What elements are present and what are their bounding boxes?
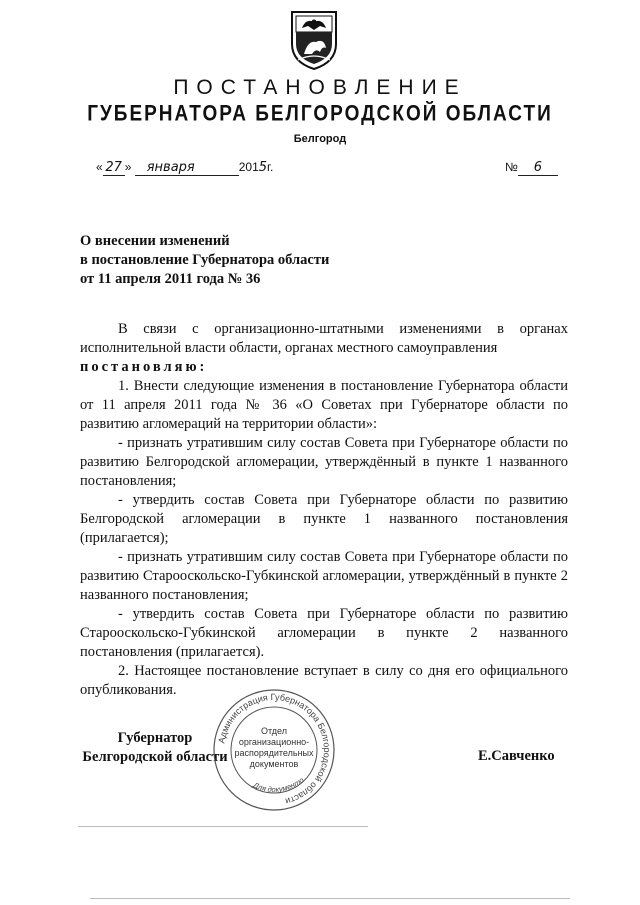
scan-artifact-line [90, 898, 570, 899]
date-year-suffix: г. [267, 160, 274, 174]
document-title: ПОСТАНОВЛЕНИЕ [173, 76, 467, 99]
scan-artifact-line [78, 826, 368, 827]
document-number [505, 160, 558, 176]
subject-line: О внесении изменений [80, 233, 230, 249]
bullet-paragraph: - утвердить состав Совета при Губернаторе области по развитию Белгородской агломерации в пункте 1 названного постановления (прилагается); [80, 492, 568, 546]
bullet-paragraph: - признать утратившим силу состав Совета при Губернаторе области по развитию Старооскольско-Губкинской агломерации, утверждённый в пункте 2 названного постановления; [80, 549, 568, 603]
stamp-center-line: документов [249, 759, 299, 769]
stamp-bottom-text: Для документо [251, 775, 306, 795]
subject-line: от 11 апреля 2011 года № 36 [80, 271, 261, 287]
signatory-title-line: Губернатор [117, 730, 193, 746]
date-month: января [135, 160, 239, 176]
number-value: 6 [518, 160, 558, 176]
item-1-paragraph: 1. Внести следующие изменения в постановление Губернатора области от 11 апреля 2011 года № 36 «О Советах при Губернаторе области по развитию агломераций на территории области»: [80, 378, 568, 432]
stamp-center-line: организационно- [238, 737, 310, 747]
stamp-center-line: распорядительных [234, 748, 314, 758]
bullet-paragraph: - утвердить состав Совета при Губернаторе области по развитию Старооскольско-Губкинской агломерации в пункте 2 названного постановления (прилагается). [80, 606, 568, 660]
bullet-paragraph: - признать утратившим силу состав Совета при Губернаторе области по развитию Белгородской агломерации, утверждённый в пункте 1 названного постановления; [80, 435, 568, 489]
document-issuer: ГУБЕРНАТОРА БЕЛГОРОДСКОЙ ОБЛАСТИ [87, 102, 553, 127]
date-quote-close: » [124, 160, 132, 174]
signatory-title [80, 729, 230, 767]
stamp-center-text [232, 726, 316, 770]
date-year-digit: 5 [258, 160, 268, 175]
date-quote-open: « [96, 160, 103, 174]
number-label: № [505, 160, 518, 174]
document-body [80, 320, 568, 700]
subject-line: в постановление Губернатора области [80, 252, 330, 268]
coat-of-arms-icon [288, 8, 340, 72]
document-subject [80, 232, 329, 289]
signatory-title-line: Белгородской области [82, 749, 228, 765]
stamp-ring-text: Администрация Губернатора Белгородской области [216, 691, 333, 807]
preamble-paragraph: В связи с организационно-штатными изменениями в органах исполнительной власти области, органах местного самоуправления [80, 321, 568, 356]
document-date [96, 160, 273, 176]
city-name: Белгород [293, 133, 347, 145]
decree-word: постановляю: [80, 359, 208, 375]
decree-word-paragraph [80, 358, 568, 377]
date-day: 27 [103, 160, 125, 176]
date-year-prefix: 201 [238, 160, 259, 174]
stamp-center-line: Отдел [260, 726, 288, 736]
item-2-paragraph: 2. Настоящее постановление вступает в силу со дня его официального опубликования. [80, 663, 568, 698]
signatory-name: Е.Савченко [478, 748, 555, 764]
